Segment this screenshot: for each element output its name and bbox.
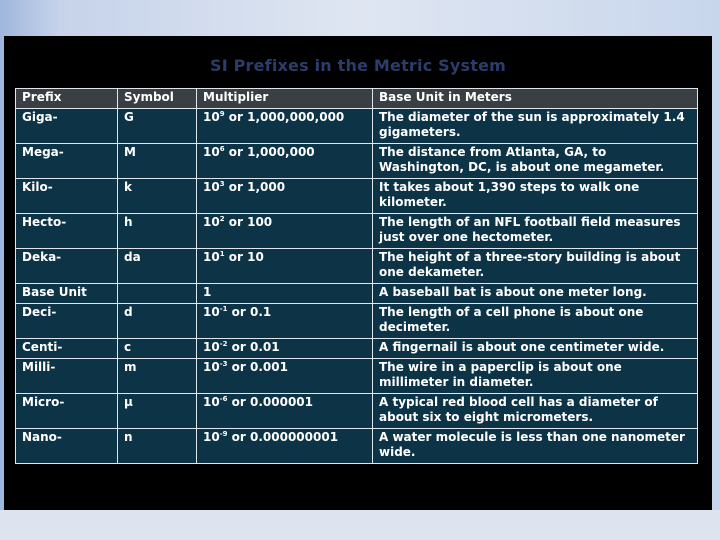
cell-multiplier <box>197 284 373 304</box>
multiplier-exponent: -6 <box>219 395 228 403</box>
cell-multiplier <box>197 109 373 144</box>
multiplier-decimal: or 10 <box>224 250 264 264</box>
cell-prefix: Deci- <box>16 304 118 339</box>
cell-symbol: d <box>118 304 197 339</box>
cell-multiplier <box>197 179 373 214</box>
table-row <box>16 429 698 464</box>
cell-description: The length of a cell phone is about one decimeter. <box>373 304 698 339</box>
multiplier-base: 10 <box>203 110 220 124</box>
cell-description: The distance from Atlanta, GA, to Washington, DC, is about one megameter. <box>373 144 698 179</box>
table-row <box>16 179 698 214</box>
multiplier-exponent: -2 <box>219 340 228 348</box>
multiplier-decimal: or 1,000,000 <box>224 145 315 159</box>
multiplier-exponent: -1 <box>219 305 228 313</box>
table-row <box>16 214 698 249</box>
cell-prefix: Nano- <box>16 429 118 464</box>
cell-symbol: µ <box>118 394 197 429</box>
multiplier-base: 10 <box>203 215 220 229</box>
cell-prefix: Mega- <box>16 144 118 179</box>
cell-multiplier <box>197 394 373 429</box>
table-row <box>16 144 698 179</box>
bottom-strip <box>0 510 720 540</box>
cell-symbol: c <box>118 339 197 359</box>
multiplier-exponent: 9 <box>219 110 225 118</box>
multiplier-decimal: or 0.001 <box>227 360 288 374</box>
multiplier-decimal: or 0.000000001 <box>227 430 339 444</box>
cell-multiplier <box>197 249 373 284</box>
cell-description: The wire in a paperclip is about one millimeter in diameter. <box>373 359 698 394</box>
header-row <box>16 89 698 109</box>
cell-multiplier <box>197 144 373 179</box>
cell-symbol: n <box>118 429 197 464</box>
multiplier-base: 10 <box>203 340 220 354</box>
cell-multiplier <box>197 339 373 359</box>
cell-symbol: M <box>118 144 197 179</box>
table-row <box>16 394 698 429</box>
header-base-unit: Base Unit in Meters <box>373 89 698 109</box>
table-row <box>16 304 698 339</box>
table-row <box>16 339 698 359</box>
cell-symbol: m <box>118 359 197 394</box>
cell-description: A baseball bat is about one meter long. <box>373 284 698 304</box>
slide <box>4 36 712 510</box>
cell-prefix: Milli- <box>16 359 118 394</box>
table-row <box>16 249 698 284</box>
multiplier-base: 10 <box>203 305 220 319</box>
multiplier-exponent: 6 <box>219 145 225 153</box>
cell-symbol: G <box>118 109 197 144</box>
cell-prefix: Kilo- <box>16 179 118 214</box>
cell-multiplier <box>197 304 373 339</box>
cell-multiplier <box>197 359 373 394</box>
cell-prefix: Centi- <box>16 339 118 359</box>
multiplier-exponent: 3 <box>219 180 225 188</box>
multiplier-exponent: 1 <box>219 250 225 258</box>
si-prefix-table <box>15 88 698 464</box>
multiplier-base: 10 <box>203 360 220 374</box>
cell-prefix: Base Unit <box>16 284 118 304</box>
multiplier-base: 10 <box>203 430 220 444</box>
multiplier-base: 10 <box>203 250 220 264</box>
cell-multiplier <box>197 214 373 249</box>
slide-title: SI Prefixes in the Metric System <box>209 56 507 75</box>
cell-description: The length of an NFL football field measures just over one hectometer. <box>373 214 698 249</box>
table-row <box>16 284 698 304</box>
header-prefix: Prefix <box>16 89 118 109</box>
multiplier-decimal: or 0.000001 <box>227 395 314 409</box>
cell-prefix: Hecto- <box>16 214 118 249</box>
cell-prefix: Giga- <box>16 109 118 144</box>
multiplier-decimal: or 1,000,000,000 <box>224 110 345 124</box>
multiplier-decimal: or 0.01 <box>227 340 280 354</box>
cell-description: The diameter of the sun is approximately 1.4 gigameters. <box>373 109 698 144</box>
cell-description: A water molecule is less than one nanometer wide. <box>373 429 698 464</box>
cell-prefix: Micro- <box>16 394 118 429</box>
cell-description: A typical red blood cell has a diameter of about six to eight micrometers. <box>373 394 698 429</box>
cell-prefix: Deka- <box>16 249 118 284</box>
header-symbol: Symbol <box>118 89 197 109</box>
cell-symbol: k <box>118 179 197 214</box>
multiplier-exponent: -9 <box>219 430 228 438</box>
multiplier-base: 10 <box>203 395 220 409</box>
cell-symbol: da <box>118 249 197 284</box>
cell-description: It takes about 1,390 steps to walk one kilometer. <box>373 179 698 214</box>
header-multiplier: Multiplier <box>197 89 373 109</box>
multiplier-decimal: or 1,000 <box>224 180 286 194</box>
multiplier-base: 10 <box>203 145 220 159</box>
table-row <box>16 109 698 144</box>
multiplier-decimal: or 0.1 <box>227 305 272 319</box>
cell-multiplier <box>197 429 373 464</box>
multiplier-decimal: or 100 <box>224 215 273 229</box>
cell-description: The height of a three-story building is about one dekameter. <box>373 249 698 284</box>
multiplier-exponent: 2 <box>219 215 225 223</box>
multiplier-exponent: -3 <box>219 360 228 368</box>
cell-symbol: h <box>118 214 197 249</box>
cell-symbol <box>118 284 197 304</box>
table-row <box>16 359 698 394</box>
multiplier-base: 1 <box>203 285 212 299</box>
cell-description: A fingernail is about one centimeter wide. <box>373 339 698 359</box>
multiplier-base: 10 <box>203 180 220 194</box>
